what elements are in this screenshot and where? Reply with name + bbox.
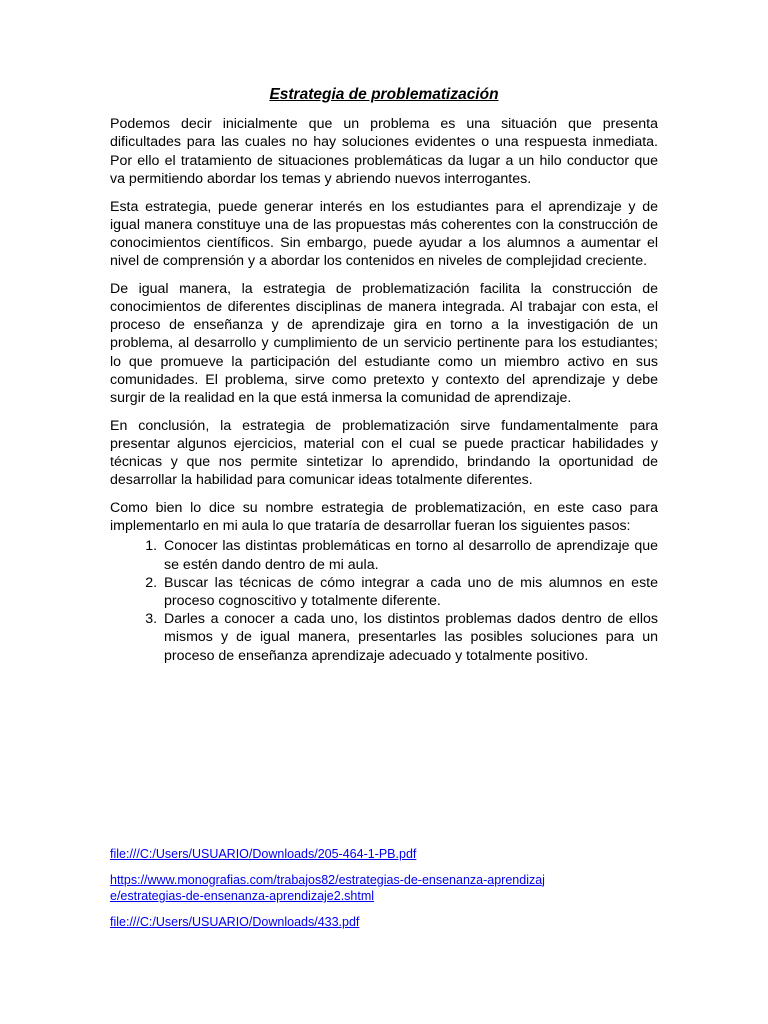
paragraph-integration: De igual manera, la estrategia de problematización facilita la construcción de conocimientos de diferentes disciplinas de manera integrada. Al trabajar con esta, el proceso de enseñanza y de aprendizaje gira en torno a la investigación de un problema, al desarrollo y cumplimiento de un servicio pertinente para los estudiantes; lo que promueve la participación del estudiante como un miembro activo en sus comunidades. El problema, sirve como pretexto y contexto del aprendizaje y debe surgir de la realidad en la que está inmersa la comunidad de aprendizaje. xyxy=(110,280,658,407)
paragraph-interest: Esta estrategia, puede generar interés en los estudiantes para el aprendizaje y de igual manera constituye una de las propuestas más coherentes con la construcción de conocimientos científicos. Sin embargo, puede ayudar a los alumnos a aumentar el nivel de comprensión y a abordar los contenidos en niveles de complejidad creciente. xyxy=(110,198,658,270)
list-item: 1. Conocer las distintas problemáticas en torno al desarrollo de aprendizaje que se estén dando dentro de mi aula. xyxy=(161,537,658,573)
paragraph-steps-intro: Como bien lo dice su nombre estrategia de problematización, en este caso para implementarlo en mi aula lo que trataría de desarrollar fueran los siguientes pasos: xyxy=(110,500,658,535)
reference-link[interactable]: https://www.monografias.com/trabajos82/estrategias-de-ensenanza-aprendizaje/estrategias-de-ensenanza-aprendizaje2.shtml xyxy=(110,872,545,903)
reference-link[interactable]: file:///C:/Users/USUARIO/Downloads/433.pdf xyxy=(110,914,360,929)
references xyxy=(110,846,670,939)
paragraph-conclusion: En conclusión, la estrategia de problematización sirve fundamentalmente para presentar algunos ejercicios, material con el cual se puede practicar habilidades y técnicas y que nos permite sintetizar lo aprendido, brindando la oportunidad de desarrollar la habilidad para comunicar ideas totalmente diferentes. xyxy=(110,417,658,489)
paragraph-intro: Podemos decir inicialmente que un problema es una situación que presenta dificultades para las cuales no hay soluciones evidentes o una respuesta inmediata. Por ello el tratamiento de situaciones problemáticas da lugar a un hilo conductor que va permitiendo abordar los temas y abriendo nuevos interrogantes. xyxy=(110,116,658,187)
list-item: 2. Buscar las técnicas de cómo integrar a cada uno de mis alumnos en este proceso cognoscitivo y totalmente diferente. xyxy=(161,574,658,610)
page-title: Estrategia de problematización xyxy=(269,86,499,103)
steps-list xyxy=(110,537,658,664)
document-body xyxy=(110,86,658,665)
list-item: 3. Darles a conocer a cada uno, los distintos problemas dados dentro de ellos mismos y de igual manera, presentarles las posibles soluciones para un proceso de enseñanza aprendizaje adecuado y totalmente positivo. xyxy=(161,610,658,665)
reference-link[interactable]: file:///C:/Users/USUARIO/Downloads/205-464-1-PB.pdf xyxy=(110,847,417,861)
